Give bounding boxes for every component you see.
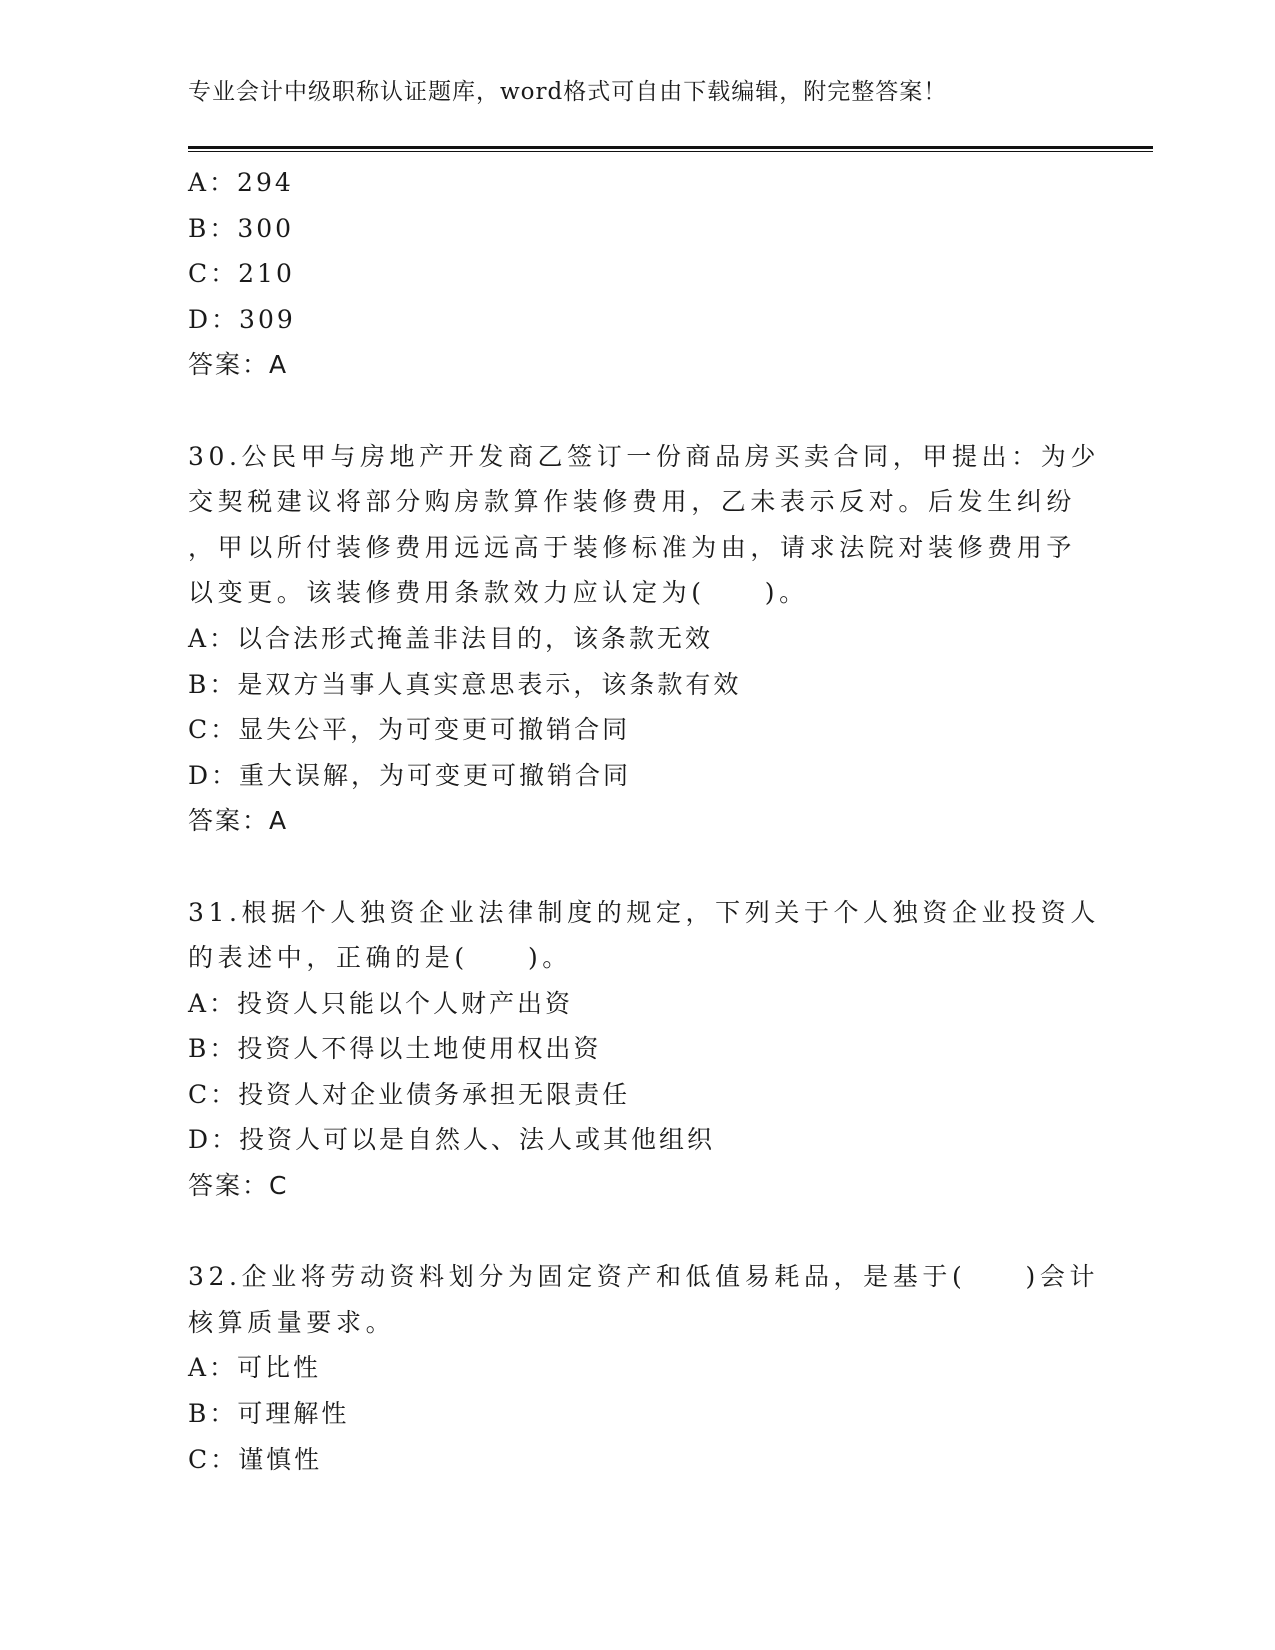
option-b: B：300	[188, 213, 295, 243]
spacer	[188, 844, 1088, 890]
stem-line: 30.公民甲与房地产开发商乙签订一份商品房买卖合同，甲提出：为少	[188, 441, 1100, 471]
answer: 答案：C	[188, 1171, 289, 1201]
answer: 答案：A	[188, 806, 289, 836]
header-rule-thin	[188, 151, 1153, 152]
answer: 答案：A	[188, 350, 289, 380]
stem-line: 31.根据个人独资企业法律制度的规定，下列关于个人独资企业投资人	[188, 897, 1100, 927]
question-29	[188, 160, 1088, 388]
question-stem	[188, 1254, 1100, 1345]
option-c: C：210	[188, 259, 295, 289]
question-30	[188, 434, 1100, 844]
spacer	[188, 388, 1088, 434]
spacer	[188, 1209, 1088, 1255]
question-list	[188, 160, 1100, 1482]
header-rule-thick	[188, 146, 1153, 149]
option-c: C：谨慎性	[188, 1444, 323, 1474]
question-32	[188, 1254, 1100, 1482]
option-a: A：投资人只能以个人财产出资	[188, 988, 574, 1018]
option-b: B：是双方当事人真实意思表示，该条款有效	[188, 669, 742, 699]
option-d: D：投资人可以是自然人、法人或其他组织	[188, 1125, 716, 1155]
option-c: C：投资人对企业债务承担无限责任	[188, 1079, 631, 1109]
option-a: A：294	[188, 168, 294, 197]
question-stem	[188, 434, 1100, 616]
option-d: D：重大误解，为可变更可撤销合同	[188, 760, 632, 790]
question-31	[188, 890, 1100, 1209]
option-c: C：显失公平，为可变更可撤销合同	[188, 715, 631, 745]
stem-line: 核算质量要求。	[188, 1307, 396, 1337]
stem-line: 32.企业将劳动资料划分为固定资产和低值易耗品，是基于( )会计	[188, 1262, 1100, 1292]
option-b: B：可理解性	[188, 1399, 350, 1429]
stem-line: 以变更。该装修费用条款效力应认定为( )。	[188, 578, 809, 608]
option-d: D：309	[188, 304, 296, 334]
option-a: A：以合法形式掩盖非法目的，该条款无效	[188, 623, 714, 653]
option-a: A：可比性	[188, 1353, 322, 1383]
stem-line: ，甲以所付装修费用远远高于装修标准为由，请求法院对装修费用予	[188, 532, 1077, 562]
stem-line: 交契税建议将部分购房款算作装修费用，乙未表示反对。后发生纠纷	[188, 487, 1077, 517]
stem-line: 的表述中，正确的是( )。	[188, 943, 572, 973]
page-header: 专业会计中级职称认证题库，word格式可自由下载编辑，附完整答案！	[188, 79, 948, 105]
option-b: B：投资人不得以土地使用权出资	[188, 1034, 602, 1064]
question-stem	[188, 890, 1100, 981]
